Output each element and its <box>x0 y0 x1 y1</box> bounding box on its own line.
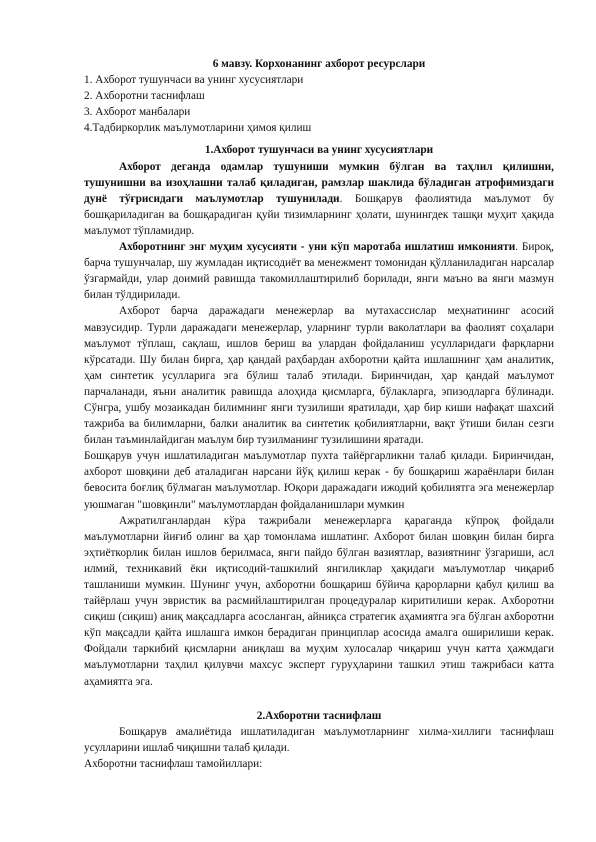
section-heading: 1.Ахборот тушунчаси ва унинг хусусиятлари <box>204 144 434 157</box>
document-title: 6 мавзу. Корхонанинг ахборот ресурслари <box>212 58 426 70</box>
paragraph: Ажратилганлардан кўра тажрибали менежерларга қараганда кўпроқ фойдали маълумотларни йиғиб олинг ва ҳар томонлама ишлатинг. Ахборот билан шовқин билан бирга эҳтиёткорлик билан ишлов берилмаса, янги пайдо бўлган вазиятлар, вазиятнинг ўзгариши, асл илмий, техникавий ёки иқтисодий-ташкилий янгиликлар ҳақидаги маълумотлар чиқариб ташланиши мумкин. Шунинг учун, ахборотни бошқариш бўйича қарорларни қабул қилиш ва тайёрлаш учун эвристик ва расмийлаштирилган процедуралар киритилиши керак. Ахборотни сиқиш (сиқиш) аниқ мақсадларга асосланган, айниқса стратегик аҳамиятга эга бўлган ахборотни кўп мақсадли қайта ишлашга имкон берадиган принциплар асосида амалга оширилиши керак. Фойдали таркибий қисмларни аниқлаш ва муҳим хулосалар чиқариш учун катта ҳажмдаги маълумотларни таҳлил қилувчи махсус эксперт гуруҳларини ташкил этиш тажрибаси катта аҳамиятга эга. <box>84 514 554 688</box>
paragraph: Бошқарув учун ишлатиладиган маълумотлар пухта тайёргарликни талаб қилади. Биринчидан, ахборот шовқини деб аталадиган нарсани йўқ қилиш керак - бу бошқариш жараёнлари билан бевосита боғлиқ бўлмаган маълумотлар. Юқори даражадаги ижодий қобилиятга эга менежерлар уюшмаган "шовқинли" маълумотлардан фойдаланишлари мумкин <box>84 450 554 511</box>
toc-item: 2. Ахборотни таснифлаш <box>84 90 205 103</box>
document-page <box>84 56 554 772</box>
toc-item: 1. Ахборот тушунчаси ва унинг хусусиятлари <box>84 74 304 87</box>
toc-item: 4.Тадбиркорлик маълумотларини ҳимоя қилиш <box>84 122 312 135</box>
paragraph-text: . Бироқ, барча тушунчалар, шу жумладан иқтисодиёт ва менежмент томонидан қўлланиладиган нарсалар ўзгармайди, улар доимий равишда такомиллаштирилиб борилади, янги маъно ва янги мазмун билан тўлдирилади. <box>84 241 554 302</box>
paragraph: Ахборот барча даражадаги менежерлар ва мутахассислар меҳнатининг асосий мавзусидир. Турли даражадаги менежерлар, уларнинг турли ваколатлари ва фаолият соҳалари маълумот тўплаш, сақлаш, ишлов бериш ва улардан фойдаланиш усулларидаги фарқларни кўрсатади. Шу билан бирга, ҳар қандай раҳбардан ахборотни қайта ишлашнинг ҳам аналитик, ҳам синтетик усулларига эга бўлиш талаб этилади. Биринчидан, ҳар қандай маълумот парчаланади, яъни аналитик равишда алоҳида қисмларга, бўлакларга, эпизодларга бўлинади. Сўнгра, ушбу мозаикадан билимнинг янги тузилиши яратилади, ҳар бир киши нафақат шахсий тажриба ва билимларни, балки аналитик ва синтетик қобилиятларни, вақт ўтиши билан сезги билан таъминлайдиган маълум бир тузилманинг тузилишини яратади. <box>84 305 554 447</box>
paragraph: Бошқарув амалиётида ишлатиладиган маълумотларнинг хилма-хиллиги таснифлаш усулларини ишлаб чиқишни талаб қилади. <box>84 725 554 754</box>
paragraph <box>84 159 554 239</box>
paragraph-text: . Бошқарув фаолиятида маълумот бу бошқариладиган ва бошқарадиган қуйи тизимларнинг ҳолати, шунингдек ташқи муҳит ҳақида маълумот тўпламидир. <box>84 192 554 237</box>
paragraph <box>84 239 554 303</box>
paragraph-bold-lead: Ахборот деганда одамлар тушуниши мумкин бўлган ва таҳлил қилишни, тушунишни ва изоҳлашни талаб қиладиган, рамзлар шаклида бўладиган атрофимиздаги дунё тўғрисидаги маълумотлар тушунилади <box>84 160 554 205</box>
paragraph-bold-lead: Ахборотнинг энг муҳим хусусияти - уни кўп маротаба ишлатиш имконияти <box>119 241 516 254</box>
paragraph: Ахборотни таснифлаш тамойиллари: <box>84 757 263 770</box>
section-heading: 2.Ахборотни таснифлаш <box>256 709 382 722</box>
toc-item: 3. Ахборот манбалари <box>84 106 191 119</box>
table-of-contents <box>84 72 554 136</box>
